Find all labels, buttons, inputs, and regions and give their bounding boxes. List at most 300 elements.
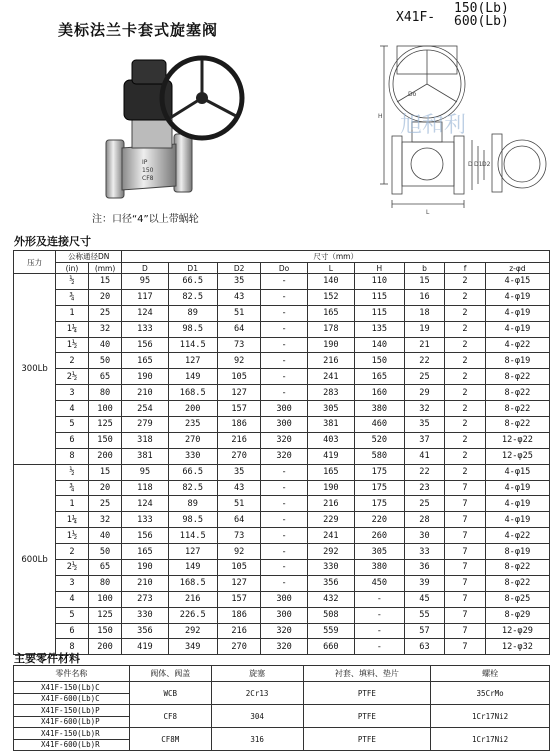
table-cell: - [354,607,404,623]
section-dimensions-title: 外形及连接尺寸 [14,235,91,248]
material-plug: 316 [211,728,303,751]
table-cell: 168.5 [168,385,217,401]
part-name: X41F-600(Lb)C [14,693,130,705]
table-cell: 157 [217,591,261,607]
table-cell: 35 [404,417,444,433]
material-plug: 2Cr13 [211,682,303,705]
table-row [14,385,550,401]
table-cell: 133 [122,321,168,337]
table-cell: 190 [307,337,354,353]
table-cell: 8-φ25 [485,591,549,607]
table-cell: 4 [56,591,89,607]
table-row [14,728,550,740]
table-row [14,682,550,694]
mat-header: 螺栓 [431,666,550,682]
table-row [14,417,550,433]
table-cell: 1 [56,305,89,321]
table-cell: 40 [88,528,122,544]
table-cell: ¾ [56,289,89,305]
table-cell: 330 [168,448,217,464]
table-cell: 508 [307,607,354,623]
table-cell: 186 [217,417,261,433]
table-cell: 200 [88,639,122,655]
table-cell: 216 [217,623,261,639]
part-name: X41F-150(Lb)C [14,682,130,694]
table-cell: 7 [445,512,486,528]
table-cell: - [261,575,307,591]
model-line-1: 150(Lb) [454,1,509,16]
table-cell: 25 [88,496,122,512]
table-cell: 150 [88,623,122,639]
table-cell: 35 [217,274,261,290]
table-cell: 300 [261,591,307,607]
table-cell: 7 [445,639,486,655]
table-cell: 5 [56,607,89,623]
table-cell: 6 [56,432,89,448]
table-cell: 7 [445,480,486,496]
table-cell: ½ [56,274,89,290]
table-cell: 8-φ19 [485,353,549,369]
table-cell: 80 [88,575,122,591]
pressure-class: 600Lb [14,464,56,655]
table-cell: - [261,353,307,369]
dn-header: 公称通径DN [56,251,122,263]
table-cell: - [261,289,307,305]
table-cell: 4 [56,401,89,417]
table-cell: 135 [354,321,404,337]
table-row [14,432,550,448]
table-cell: 380 [354,560,404,576]
table-cell: 241 [307,369,354,385]
table-cell: 7 [445,591,486,607]
svg-text:L: L [426,209,430,216]
table-row [14,274,550,290]
table-cell: 156 [122,337,168,353]
table-cell: 450 [354,575,404,591]
table-cell: 125 [88,417,122,433]
table-cell: 149 [168,560,217,576]
table-cell: 18 [404,305,444,321]
table-cell: - [261,464,307,480]
table-cell: 80 [88,385,122,401]
table-cell: 8-φ29 [485,607,549,623]
table-cell: 3 [56,385,89,401]
table-cell: 4-φ22 [485,337,549,353]
table-cell: 149 [168,369,217,385]
table-cell: 520 [354,432,404,448]
table-cell: 124 [122,496,168,512]
table-cell: 4-φ19 [485,480,549,496]
material-body: WCB [129,682,211,705]
table-cell: 8-φ22 [485,385,549,401]
table-cell: 2 [445,385,486,401]
table-cell: 190 [122,560,168,576]
table-cell: 300 [261,417,307,433]
table-row [14,369,550,385]
table-cell: 5 [56,417,89,433]
table-cell: 380 [354,401,404,417]
valve-photo [98,52,248,207]
table-cell: 16 [404,289,444,305]
table-cell: 45 [404,591,444,607]
table-cell: 43 [217,289,261,305]
table-cell: 150 [88,432,122,448]
mat-header: 阀体、阀盖 [129,666,211,682]
table-cell: 2½ [56,369,89,385]
mat-header: 衬套、填料、垫片 [303,666,431,682]
table-cell: 23 [404,480,444,496]
table-cell: 89 [168,496,217,512]
materials-table [13,665,550,751]
table-cell: 4-φ15 [485,464,549,480]
material-body: CF8 [129,705,211,728]
table-cell: 15 [404,274,444,290]
table-cell: 270 [217,639,261,655]
table-cell: 114.5 [168,528,217,544]
table-cell: 356 [307,575,354,591]
table-cell: 98.5 [168,512,217,528]
table-cell: 580 [354,448,404,464]
table-cell: 273 [122,591,168,607]
table-cell: 318 [122,432,168,448]
table-cell: 157 [217,401,261,417]
table-cell: 2 [445,417,486,433]
table-cell: 51 [217,496,261,512]
table-cell: 32 [88,321,122,337]
table-cell: 133 [122,512,168,528]
table-cell: 165 [122,353,168,369]
svg-text:IP: IP [142,159,148,166]
table-cell: 57 [404,623,444,639]
table-cell: 216 [307,496,354,512]
table-cell: - [261,528,307,544]
table-cell: 260 [354,528,404,544]
table-cell: 92 [217,544,261,560]
table-cell: 320 [261,639,307,655]
material-liner: PTFE [303,728,431,751]
part-name: X41F-150(Lb)P [14,705,130,717]
table-cell: 330 [122,607,168,623]
table-cell: - [261,305,307,321]
table-cell: 43 [217,480,261,496]
size-header: 尺寸（mm） [122,251,550,263]
table-cell: 40 [88,337,122,353]
table-cell: 226.5 [168,607,217,623]
table-cell: 7 [445,575,486,591]
col-header: Do [261,263,307,274]
table-cell: 190 [307,480,354,496]
table-cell: 115 [354,289,404,305]
table-row [14,353,550,369]
table-cell: 6 [56,623,89,639]
table-cell: 7 [445,544,486,560]
table-cell: 2 [445,464,486,480]
material-bolt: 1Cr17Ni2 [431,705,550,728]
svg-text:H: H [378,113,383,120]
table-cell: - [354,639,404,655]
table-cell: 82.5 [168,480,217,496]
model-line-2: 600(Lb) [454,14,509,29]
part-name: X41F-150(Lb)R [14,728,130,740]
table-cell: 2 [445,369,486,385]
table-cell: 320 [261,448,307,464]
table-row [14,705,550,717]
table-row [14,448,550,464]
table-cell: ½ [56,464,89,480]
col-header: b [404,263,444,274]
table-cell: 190 [122,369,168,385]
table-cell: 432 [307,591,354,607]
dimension-drawing [372,34,558,216]
table-cell: - [261,369,307,385]
table-cell: 28 [404,512,444,528]
mat-header: 零件名称 [14,666,130,682]
table-cell: 2 [56,544,89,560]
table-cell: 2 [56,353,89,369]
table-row [14,512,550,528]
table-cell: 110 [354,274,404,290]
table-row [14,591,550,607]
table-cell: 270 [168,432,217,448]
table-row [14,639,550,655]
table-cell: 115 [354,305,404,321]
in-header: (in) [56,263,89,274]
table-row [14,337,550,353]
table-cell: 20 [88,480,122,496]
table-cell: 114.5 [168,337,217,353]
table-row [14,560,550,576]
table-cell: 51 [217,305,261,321]
table-cell: 39 [404,575,444,591]
table-cell: 559 [307,623,354,639]
section-materials-title: 主要零件材料 [14,652,80,665]
table-cell: 2 [445,448,486,464]
table-cell: 22 [404,464,444,480]
table-cell: 127 [217,575,261,591]
table-cell: 216 [217,432,261,448]
table-cell: - [354,623,404,639]
table-cell: 55 [404,607,444,623]
table-row [14,480,550,496]
table-cell: - [261,337,307,353]
table-cell: 254 [122,401,168,417]
table-cell: 419 [307,448,354,464]
table-cell: 25 [404,496,444,512]
table-cell: 403 [307,432,354,448]
table-cell: 50 [88,544,122,560]
table-cell: 4-φ19 [485,496,549,512]
table-cell: 8-φ22 [485,560,549,576]
table-cell: 4-φ19 [485,321,549,337]
table-cell: 29 [404,385,444,401]
table-cell: 330 [307,560,354,576]
table-cell: 15 [88,464,122,480]
mat-header: 旋塞 [211,666,303,682]
table-cell: 12-φ29 [485,623,549,639]
table-cell: 2 [445,274,486,290]
table-cell: 1½ [56,337,89,353]
table-cell: - [261,544,307,560]
table-cell: 305 [307,401,354,417]
table-cell: 186 [217,607,261,623]
table-cell: 12-φ25 [485,448,549,464]
material-liner: PTFE [303,705,431,728]
table-cell: 8-φ22 [485,417,549,433]
table-cell: - [261,385,307,401]
note: 注：口径“4”以上带蜗轮 [92,214,199,225]
col-header: z-φd [485,263,549,274]
table-cell: 200 [88,448,122,464]
material-bolt: 35CrMo [431,682,550,705]
table-cell: 8 [56,448,89,464]
table-cell: 305 [354,544,404,560]
part-name: X41F-600(Lb)P [14,716,130,728]
table-cell: 165 [122,544,168,560]
table-cell: 279 [122,417,168,433]
table-cell: 8-φ22 [485,575,549,591]
col-header: f [445,263,486,274]
table-cell: 19 [404,321,444,337]
table-cell: 165 [307,305,354,321]
table-cell: 210 [122,385,168,401]
table-cell: 95 [122,464,168,480]
table-cell: 73 [217,337,261,353]
table-row [14,575,550,591]
table-cell: 300 [261,607,307,623]
table-cell: 4-φ19 [485,512,549,528]
table-cell: 35 [217,464,261,480]
table-cell: 65 [88,560,122,576]
pressure-header: 压力 [14,251,56,274]
table-cell: 178 [307,321,354,337]
table-row [14,544,550,560]
table-cell: 100 [88,591,122,607]
col-header: L [307,263,354,274]
table-cell: 419 [122,639,168,655]
table-cell: 175 [354,480,404,496]
table-cell: 175 [354,496,404,512]
table-cell: 4-φ19 [485,289,549,305]
table-cell: 117 [122,289,168,305]
table-row [14,528,550,544]
table-cell: 36 [404,560,444,576]
page-title: 美标法兰卡套式旋塞阀 [58,21,219,39]
table-row [14,607,550,623]
table-cell: 105 [217,560,261,576]
table-cell: 8-φ22 [485,401,549,417]
table-cell: 25 [404,369,444,385]
table-cell: 12-φ22 [485,432,549,448]
table-cell: 7 [445,623,486,639]
table-cell: 356 [122,623,168,639]
material-liner: PTFE [303,682,431,705]
table-cell: 152 [307,289,354,305]
table-cell: 300 [261,401,307,417]
table-cell: 381 [122,448,168,464]
table-cell: 460 [354,417,404,433]
table-cell: 175 [354,464,404,480]
table-cell: 2 [445,305,486,321]
table-row [14,496,550,512]
table-cell: 150 [354,353,404,369]
svg-text:Do: Do [408,91,417,98]
table-cell: 127 [168,544,217,560]
table-cell: 220 [354,512,404,528]
table-cell: 7 [445,560,486,576]
table-cell: 25 [88,305,122,321]
svg-text:D1: D1 [474,161,483,168]
table-cell: 63 [404,639,444,655]
table-row [14,289,550,305]
svg-text:CF8: CF8 [142,175,154,182]
table-cell: ¾ [56,480,89,496]
table-cell: 33 [404,544,444,560]
table-cell: 4-φ22 [485,528,549,544]
table-cell: 37 [404,432,444,448]
table-cell: 2 [445,289,486,305]
table-cell: 1½ [56,528,89,544]
table-cell: - [261,480,307,496]
table-cell: 283 [307,385,354,401]
svg-text:D2: D2 [482,161,491,168]
dimensions-table [13,250,550,655]
table-row [14,623,550,639]
table-cell: 210 [122,575,168,591]
table-cell: 8-φ22 [485,369,549,385]
table-cell: 381 [307,417,354,433]
table-cell: 127 [217,385,261,401]
table-cell: 95 [122,274,168,290]
table-cell: 105 [217,369,261,385]
table-cell: 12-φ32 [485,639,549,655]
pressure-class: 300Lb [14,274,56,465]
table-cell: 2 [445,432,486,448]
table-cell: 320 [261,623,307,639]
table-cell: 98.5 [168,321,217,337]
table-cell: 32 [404,401,444,417]
material-plug: 304 [211,705,303,728]
table-cell: 7 [445,528,486,544]
table-cell: 216 [307,353,354,369]
table-cell: - [261,560,307,576]
table-cell: 660 [307,639,354,655]
table-cell: 30 [404,528,444,544]
mm-header: (mm) [88,263,122,274]
table-cell: 160 [354,385,404,401]
table-cell: 127 [168,353,217,369]
table-cell: - [261,512,307,528]
table-cell: - [261,274,307,290]
col-header: D [122,263,168,274]
material-body: CF8M [129,728,211,751]
table-cell: 64 [217,512,261,528]
table-cell: 73 [217,528,261,544]
table-row [14,464,550,480]
table-cell: 1 [56,496,89,512]
table-cell: 89 [168,305,217,321]
table-cell: 292 [168,623,217,639]
table-cell: 82.5 [168,289,217,305]
table-cell: 4-φ15 [485,274,549,290]
table-row [14,305,550,321]
material-bolt: 1Cr17Ni2 [431,728,550,751]
table-cell: 1¼ [56,512,89,528]
col-header: D2 [217,263,261,274]
table-cell: 2 [445,401,486,417]
table-cell: 241 [307,528,354,544]
table-cell: 156 [122,528,168,544]
table-cell: 50 [88,353,122,369]
